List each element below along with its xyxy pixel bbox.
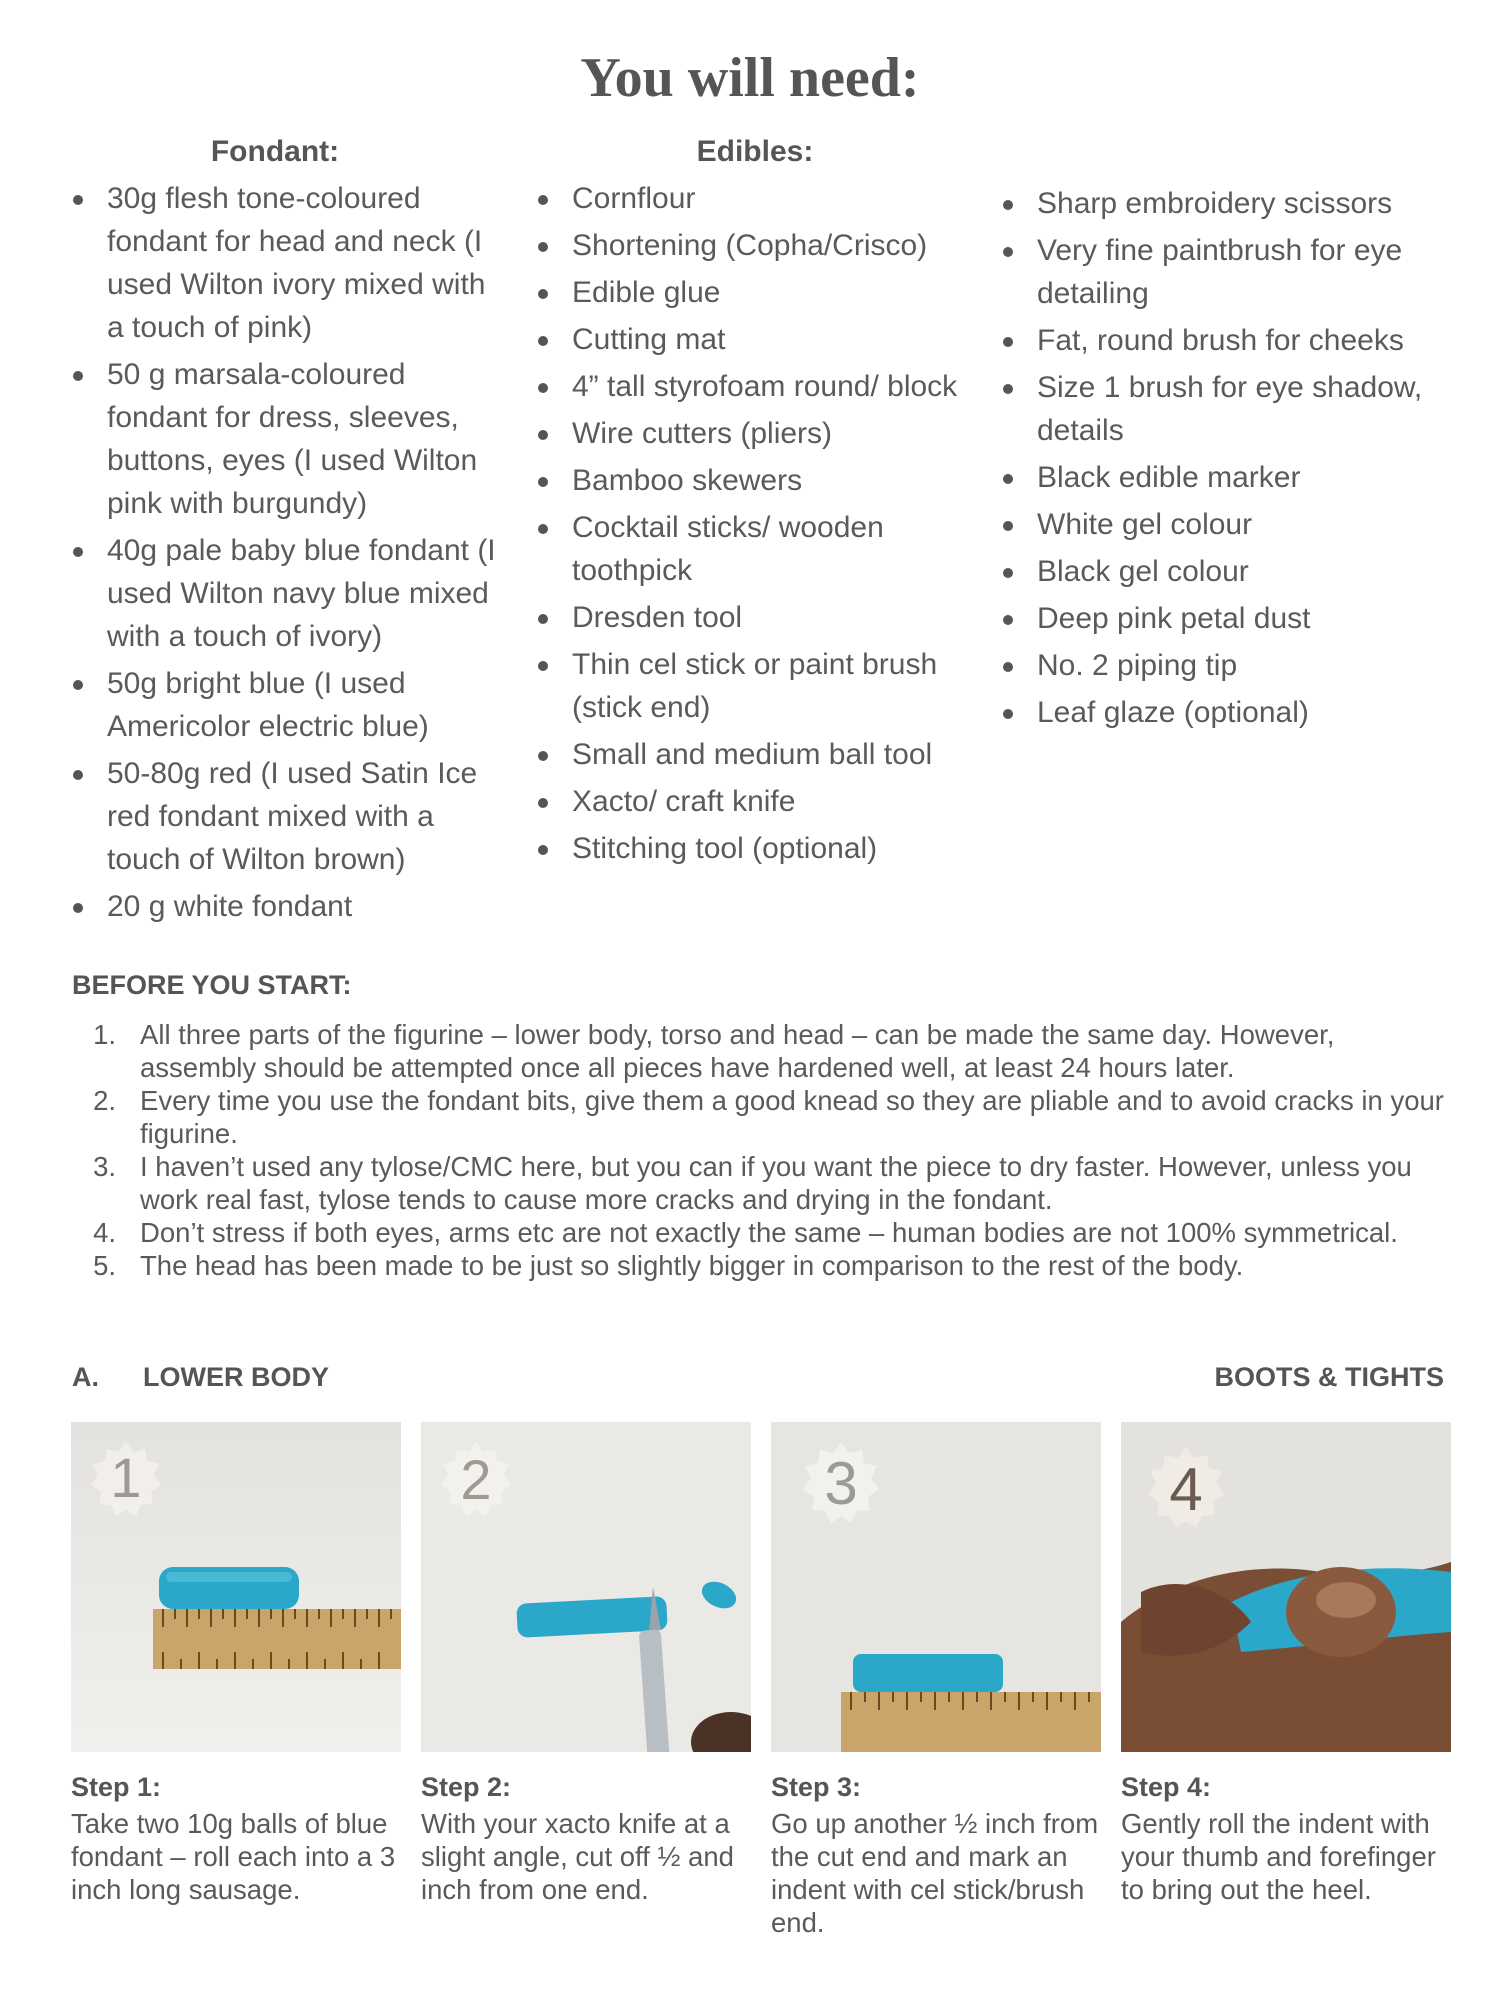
before-list [82, 1018, 1452, 1282]
list-item [82, 1018, 1452, 1084]
list-item: 50 g marsala-coloured fondant for dress, sleeves, buttons, eyes (I used Wilton pink with burgundy) [70, 353, 510, 525]
list-text: Don’t stress if both eyes, arms etc are not exactly the same – human bodies are not 100% symmetrical. [140, 1217, 1398, 1248]
step-badge-number: 2 [460, 1448, 492, 1511]
step-photo [421, 1422, 751, 1752]
list-text: Every time you use the fondant bits, give them a good knead so they are pliable and to avoid cracks in your figurine. [140, 1085, 1444, 1149]
list-item: Deep pink petal dust [1000, 597, 1450, 640]
step-card-3 [771, 1422, 1101, 1939]
list-item [82, 1150, 1452, 1216]
list-number: 4. [93, 1217, 116, 1248]
list-text: The head has been made to be just so slightly bigger in comparison to the rest of the body. [140, 1250, 1244, 1281]
list-item [82, 1249, 1452, 1282]
list-item: Black gel colour [1000, 550, 1450, 593]
tools-list [1000, 182, 1450, 734]
list-item: Wire cutters (pliers) [535, 412, 975, 455]
list-item: Small and medium ball tool [535, 733, 975, 776]
list-item: 20 g white fondant [70, 885, 510, 928]
section-letter: A. [72, 1362, 99, 1392]
list-item [82, 1084, 1452, 1150]
list-text: All three parts of the figurine – lower body, torso and head – can be made the same day. However, assembly should be attempted once all pieces have hardened well, at least 24 hours later. [140, 1019, 1335, 1083]
list-number: 2. [93, 1085, 116, 1116]
list-item: Thin cel stick or paint brush (stick end) [535, 643, 975, 729]
list-item: 40g pale baby blue fondant (I used Wilton navy blue mixed with a touch of ivory) [70, 529, 510, 658]
fondant-column [70, 135, 510, 932]
list-item: Bamboo skewers [535, 459, 975, 502]
list-number: 1. [93, 1019, 116, 1050]
step-card-1 [71, 1422, 401, 1906]
list-item: 30g flesh tone-coloured fondant for head and neck (I used Wilton ivory mixed with a touch of pink) [70, 177, 510, 349]
list-item: Cutting mat [535, 318, 975, 361]
fondant-list [70, 177, 510, 928]
list-item: Edible glue [535, 271, 975, 314]
list-item: 50-80g red (I used Satin Ice red fondant mixed with a touch of Wilton brown) [70, 752, 510, 881]
list-text: I haven’t used any tylose/CMC here, but you can if you want the piece to dry faster. However, unless you work real fast, tylose tends to cause more cracks and drying in the fondant. [140, 1151, 1412, 1215]
fondant-heading: Fondant: [210, 135, 340, 168]
list-item: Size 1 brush for eye shadow, details [1000, 366, 1450, 452]
list-number: 5. [93, 1250, 116, 1281]
list-item: Shortening (Copha/Crisco) [535, 224, 975, 267]
edibles-column [535, 135, 975, 874]
step-title: Step 4: [1121, 1772, 1212, 1802]
step-title: Step 3: [771, 1772, 862, 1802]
step-text: Go up another ½ inch from the cut end and mark an indent with cel stick/brush end. [771, 1808, 1099, 1938]
list-item: No. 2 piping tip [1000, 644, 1450, 687]
page-title: You will need: [580, 47, 920, 109]
list-item: Dresden tool [535, 596, 975, 639]
step-badge-number: 1 [110, 1446, 142, 1509]
list-item: Leaf glaze (optional) [1000, 691, 1450, 734]
step-badge-number: 3 [824, 1450, 858, 1517]
step-badge-number: 4 [1169, 1456, 1203, 1523]
list-item: Black edible marker [1000, 456, 1450, 499]
edibles-heading: Edibles: [696, 135, 814, 168]
list-item: Sharp embroidery scissors [1000, 182, 1450, 225]
step-text: With your xacto knife at a slight angle, cut off ½ and inch from one end. [421, 1808, 734, 1905]
list-number: 3. [93, 1151, 116, 1182]
step-photo [1121, 1422, 1451, 1752]
list-item: 50g bright blue (I used Americolor electric blue) [70, 662, 510, 748]
step-text: Gently roll the indent with your thumb and forefinger to bring out the heel. [1121, 1808, 1436, 1905]
before-heading: BEFORE YOU START: [72, 970, 352, 1000]
list-item [82, 1216, 1452, 1249]
edibles-list [535, 177, 975, 870]
list-item: Cocktail sticks/ wooden toothpick [535, 506, 975, 592]
step-text: Take two 10g balls of blue fondant – roll each into a 3 inch long sausage. [71, 1808, 396, 1905]
step-photo [71, 1422, 401, 1752]
list-item: Xacto/ craft knife [535, 780, 975, 823]
list-item: Fat, round brush for cheeks [1000, 319, 1450, 362]
step-card-4 [1121, 1422, 1451, 1906]
list-item: White gel colour [1000, 503, 1450, 546]
list-item: Very fine paintbrush for eye detailing [1000, 229, 1450, 315]
step-title: Step 2: [421, 1772, 512, 1802]
step-card-2 [421, 1422, 751, 1906]
list-item: 4” tall styrofoam round/ block [535, 365, 975, 408]
list-item: Stitching tool (optional) [535, 827, 975, 870]
step-title: Step 1: [71, 1772, 162, 1802]
tools-column [1000, 182, 1450, 738]
step-photo [771, 1422, 1101, 1752]
list-item: Cornflour [535, 177, 975, 220]
section-title: LOWER BODY [143, 1362, 329, 1392]
section-subtitle: BOOTS & TIGHTS [1214, 1362, 1444, 1392]
